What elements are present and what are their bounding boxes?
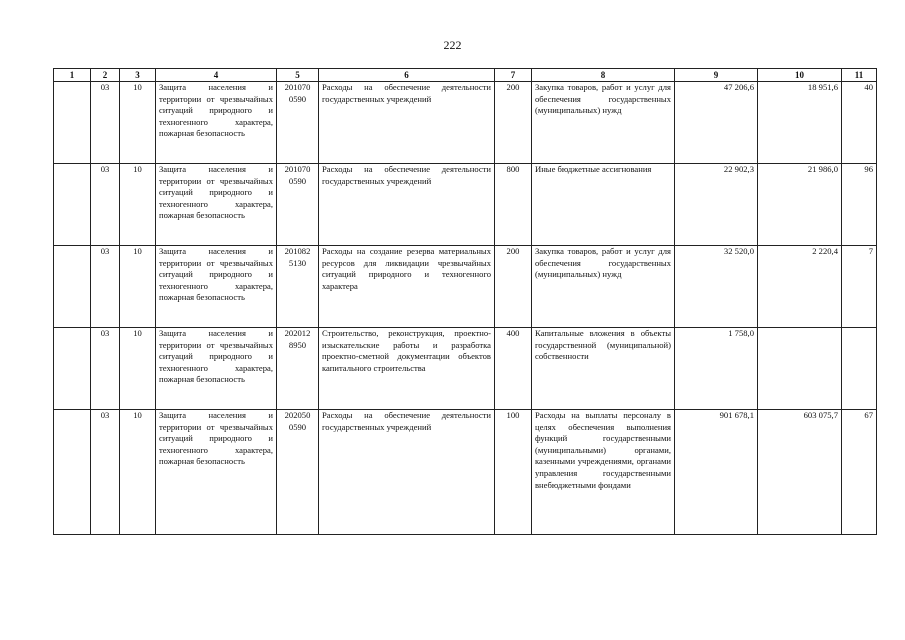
cell-expense-type-code: 200	[495, 82, 532, 164]
cell-target-code: 201070 0590	[277, 164, 319, 246]
table-row	[54, 328, 877, 410]
cell-amount-planned: 47 206,6	[675, 82, 758, 164]
cell-percent	[842, 328, 877, 410]
cell-section: 03	[91, 82, 120, 164]
table-row	[54, 164, 877, 246]
cell-col-1	[54, 246, 91, 328]
table-row	[54, 82, 877, 164]
cell-percent: 96	[842, 164, 877, 246]
cell-target-name: Расходы на обеспечение деятельности государственных учреждений	[319, 164, 495, 246]
cell-expense-type-name: Закупка товаров, работ и услуг для обеспечения государственных (муниципальных) нужд	[532, 82, 675, 164]
cell-amount-planned: 1 758,0	[675, 328, 758, 410]
cell-amount-planned: 901 678,1	[675, 410, 758, 535]
cell-amount-executed: 2 220,4	[758, 246, 842, 328]
cell-subsection-name: Защита населения и территории от чрезвычайных ситуаций природного и техногенного характера, пожарная безопасность	[156, 410, 277, 535]
header-col-3: 3	[120, 69, 156, 82]
cell-expense-type-name: Закупка товаров, работ и услуг для обеспечения государственных (муниципальных) нужд	[532, 246, 675, 328]
cell-target-name: Расходы на создание резерва материальных ресурсов для ликвидации чрезвычайных ситуаций природного и техногенного характера	[319, 246, 495, 328]
cell-subsection-name: Защита населения и территории от чрезвычайных ситуаций природного и техногенного характера, пожарная безопасность	[156, 328, 277, 410]
cell-target-name: Строительство, реконструкция, проектно-изыскательские работы и разработка проектно-сметной документации объектов капитального строительства	[319, 328, 495, 410]
cell-expense-type-code: 200	[495, 246, 532, 328]
cell-target-name: Расходы на обеспечение деятельности государственных учреждений	[319, 82, 495, 164]
header-col-1: 1	[54, 69, 91, 82]
cell-amount-executed: 21 986,0	[758, 164, 842, 246]
cell-amount-executed: 603 075,7	[758, 410, 842, 535]
cell-target-code: 201070 0590	[277, 82, 319, 164]
budget-table	[53, 68, 877, 535]
cell-subsection: 10	[120, 410, 156, 535]
header-col-5: 5	[277, 69, 319, 82]
table-row	[54, 410, 877, 535]
cell-subsection-name: Защита населения и территории от чрезвычайных ситуаций природного и техногенного характера, пожарная безопасность	[156, 164, 277, 246]
cell-subsection-name: Защита населения и территории от чрезвычайных ситуаций природного и техногенного характера, пожарная безопасность	[156, 82, 277, 164]
cell-target-code: 202012 8950	[277, 328, 319, 410]
header-col-10: 10	[758, 69, 842, 82]
cell-subsection-name: Защита населения и территории от чрезвычайных ситуаций природного и техногенного характера, пожарная безопасность	[156, 246, 277, 328]
cell-col-1	[54, 410, 91, 535]
cell-section: 03	[91, 410, 120, 535]
cell-expense-type-name: Иные бюджетные ассигнования	[532, 164, 675, 246]
header-col-11: 11	[842, 69, 877, 82]
header-col-2: 2	[91, 69, 120, 82]
cell-expense-type-code: 100	[495, 410, 532, 535]
header-col-9: 9	[675, 69, 758, 82]
header-col-8: 8	[532, 69, 675, 82]
cell-section: 03	[91, 164, 120, 246]
page-number: 222	[443, 38, 462, 52]
cell-section: 03	[91, 246, 120, 328]
cell-subsection: 10	[120, 82, 156, 164]
cell-target-code: 201082 5130	[277, 246, 319, 328]
cell-expense-type-name: Капитальные вложения в объекты государственной (муниципальной) собственности	[532, 328, 675, 410]
cell-target-name: Расходы на обеспечение деятельности государственных учреждений	[319, 410, 495, 535]
cell-percent: 40	[842, 82, 877, 164]
cell-col-1	[54, 328, 91, 410]
cell-subsection: 10	[120, 328, 156, 410]
cell-col-1	[54, 82, 91, 164]
cell-expense-type-name: Расходы на выплаты персоналу в целях обеспечения выполнения функций государственными (муниципальными) органами, казенными учреждениями, органами управления государственными внебюджетными фондами	[532, 410, 675, 535]
cell-percent: 67	[842, 410, 877, 535]
cell-expense-type-code: 400	[495, 328, 532, 410]
table-row	[54, 246, 877, 328]
cell-amount-planned: 22 902,3	[675, 164, 758, 246]
cell-amount-executed: 18 951,6	[758, 82, 842, 164]
header-col-4: 4	[156, 69, 277, 82]
header-row	[54, 69, 877, 82]
cell-subsection: 10	[120, 246, 156, 328]
header-col-7: 7	[495, 69, 532, 82]
cell-col-1	[54, 164, 91, 246]
cell-target-code: 202050 0590	[277, 410, 319, 535]
cell-subsection: 10	[120, 164, 156, 246]
cell-section: 03	[91, 328, 120, 410]
cell-amount-planned: 32 520,0	[675, 246, 758, 328]
cell-percent: 7	[842, 246, 877, 328]
cell-amount-executed	[758, 328, 842, 410]
cell-expense-type-code: 800	[495, 164, 532, 246]
header-col-6: 6	[319, 69, 495, 82]
